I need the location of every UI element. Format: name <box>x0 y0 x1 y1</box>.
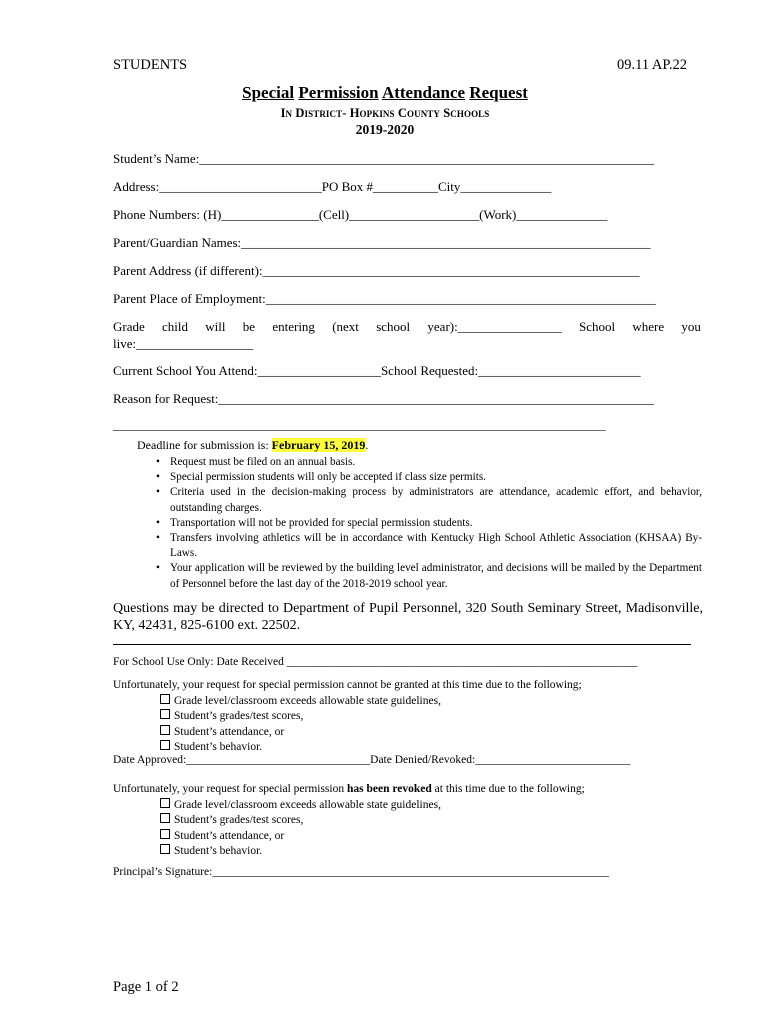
student-name-field[interactable]: Student’s Name:______________________________________________________________________ <box>113 151 655 166</box>
grade-word: (next <box>332 319 359 334</box>
bullet-icon: • <box>156 532 160 545</box>
live-field[interactable]: live:__________________ <box>113 336 254 351</box>
questions-contact: Questions may be directed to Department of Pupil Personnel, 320 South Seminary Street, Madisonville, KY, 42431, 825-6100 ext. 22502. <box>113 601 703 633</box>
list-item[interactable]: Student’s behavior. <box>160 740 441 755</box>
grade-word: child <box>162 319 189 334</box>
denied-reasons-list <box>160 694 441 755</box>
list-item: • Transfers involving athletics will be in accordance with Kentucky High School Athletic Association (KHSAA) By-Laws. <box>156 531 702 561</box>
deadline-period: . <box>365 438 369 452</box>
revoked-intro: Unfortunately, your request for special permission has been revoked at this time due to the following; <box>113 783 585 795</box>
revoked-emphasis: has been revoked <box>346 783 432 795</box>
list-item: • Request must be filed on an annual basis. <box>156 455 702 470</box>
title-word-2: Permission <box>298 83 379 102</box>
title-word-4: Request <box>469 83 528 102</box>
list-item: • Your application will be reviewed by the building level administrator, and decisions will be mailed by the Department of Personnel before the last day of the 2018-2019 school year. <box>156 561 702 591</box>
phone-numbers-field[interactable]: Phone Numbers: (H)_______________(Cell)____________________(Work)______________ <box>113 207 608 222</box>
list-item[interactable]: Student’s attendance, or <box>160 725 441 740</box>
list-item[interactable]: Grade level/classroom exceeds allowable state guidelines, <box>160 798 441 813</box>
grade-word: will <box>205 319 226 334</box>
grade-school-field[interactable] <box>113 319 701 335</box>
requirements-list <box>156 455 702 592</box>
list-item[interactable]: Student’s behavior. <box>160 844 441 859</box>
divider <box>113 644 691 645</box>
list-item[interactable]: Grade level/classroom exceeds allowable state guidelines, <box>160 694 441 709</box>
list-item: • Transportation will not be provided for special permission students. <box>156 516 702 531</box>
principal-signature-field[interactable]: Principal’s Signature:_____________________________________________________________________ <box>113 866 610 878</box>
date-received-field[interactable]: For School Use Only: Date Received _____________________________________________________________ <box>113 656 638 668</box>
address-field[interactable]: Address:_________________________PO Box #__________City______________ <box>113 179 552 194</box>
reason-field[interactable]: Reason for Request:___________________________________________________________________ <box>113 391 654 406</box>
parent-names-field[interactable]: Parent/Guardian Names:_______________________________________________________________ <box>113 235 651 250</box>
checkbox-icon[interactable] <box>160 813 170 823</box>
list-item[interactable]: Student’s grades/test scores, <box>160 709 441 724</box>
title-word-1: Special <box>242 83 295 102</box>
deadline-label: Deadline for submission is: <box>137 438 272 452</box>
grade-word: entering <box>272 319 315 334</box>
grade-word: be <box>242 319 256 334</box>
grade-word: where <box>632 319 665 334</box>
bullet-icon: • <box>156 456 160 468</box>
revoked-reasons-list <box>160 798 441 859</box>
grade-word: School <box>578 319 616 334</box>
checkbox-icon[interactable] <box>160 829 170 839</box>
form-subtitle: In District- Hopkins County Schools <box>280 106 490 120</box>
checkbox-icon[interactable] <box>160 740 170 750</box>
checkbox-icon[interactable] <box>160 844 170 854</box>
parent-employment-field[interactable]: Parent Place of Employment:____________________________________________________________ <box>113 291 656 306</box>
parent-address-field[interactable]: Parent Address (if different):__________________________________________________________ <box>113 263 640 278</box>
grade-word: you <box>681 319 701 334</box>
list-item: • Special permission students will only be accepted if class size permits. <box>156 470 702 485</box>
list-item[interactable]: Student’s attendance, or <box>160 829 441 844</box>
header-section-label: STUDENTS <box>113 57 188 73</box>
reason-field-line-2[interactable]: _____________________________________________________________________________________ <box>113 419 606 432</box>
deadline-line <box>137 438 368 453</box>
denied-intro: Unfortunately, your request for special permission cannot be granted at this time due to the following; <box>113 679 582 691</box>
bullet-icon: • <box>156 486 160 499</box>
approval-dates-field[interactable]: Date Approved:________________________________Date Denied/Revoked:___________________________ <box>113 754 631 766</box>
grade-word: year):________________ <box>427 319 562 334</box>
checkbox-icon[interactable] <box>160 709 170 719</box>
page-number: Page 1 of 2 <box>113 979 179 995</box>
grade-word: school <box>376 319 411 334</box>
checkbox-icon[interactable] <box>160 694 170 704</box>
checkbox-icon[interactable] <box>160 798 170 808</box>
form-title <box>0 83 770 103</box>
school-year: 2019-2020 <box>355 122 415 137</box>
checkbox-icon[interactable] <box>160 725 170 735</box>
bullet-icon: • <box>156 471 160 484</box>
header-policy-code: 09.11 AP.22 <box>617 57 687 73</box>
bullet-icon: • <box>156 516 160 529</box>
bullet-icon: • <box>156 562 160 575</box>
grade-word: Grade <box>113 319 145 334</box>
list-item: • Criteria used in the decision-making process by administrators are attendance, academic effort, and behavior, outstanding charges. <box>156 485 702 515</box>
current-school-field[interactable]: Current School You Attend:___________________School Requested:_________________________ <box>113 363 641 378</box>
title-word-3: Attendance <box>381 83 466 102</box>
deadline-date: February 15, 2019 <box>271 438 366 452</box>
list-item[interactable]: Student’s grades/test scores, <box>160 813 441 828</box>
